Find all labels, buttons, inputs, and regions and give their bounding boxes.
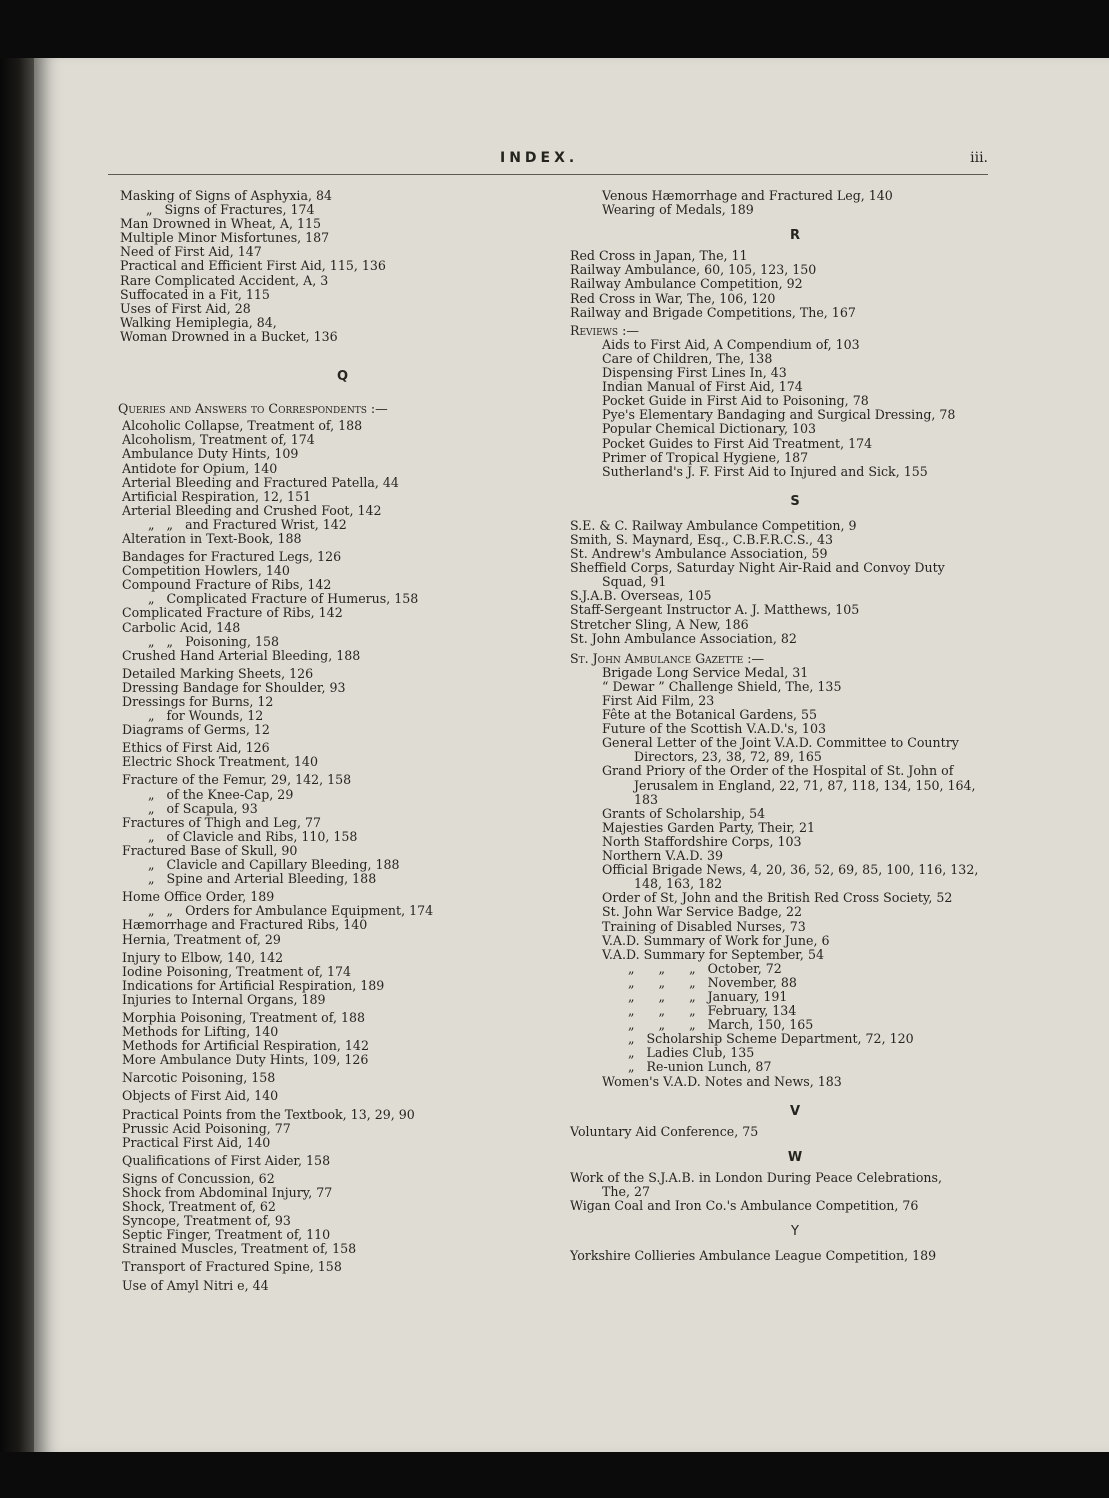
index-entry: Strained Muscles, Treatment of, 158 — [122, 1241, 357, 1257]
index-entry: Antidote for Opium, 140 — [122, 460, 278, 476]
reviews-list — [570, 338, 1020, 479]
index-entry: „ Ladies Club, 135 — [628, 1045, 755, 1061]
index-entry: Care of Children, The, 138 — [602, 350, 773, 366]
index-entry: Jerusalem in England, 22, 71, 87, 118, 134, 150, 164, — [634, 777, 976, 793]
index-entry: Order of St, John and the British Red Cross Society, 52 — [602, 890, 953, 906]
queries-heading: Queries and Answers to Correspondents :— — [118, 401, 388, 417]
index-entry: Dressings for Burns, 12 — [122, 694, 274, 709]
index-entry: Alcoholism, Treatment of, 174 — [122, 432, 315, 448]
index-entry: Home Office Order, 189 — [122, 889, 275, 905]
index-entry: St. John Ambulance Association, 82 — [570, 630, 797, 646]
index-entry: Practical First Aid, 140 — [122, 1134, 271, 1150]
index-entry: Crushed Hand Arterial Bleeding, 188 — [122, 647, 361, 663]
right-column — [570, 189, 1020, 1263]
index-entry: Qualifications of First Aider, 158 — [122, 1152, 331, 1168]
index-entry: Indian Manual of First Aid, 174 — [602, 379, 803, 395]
w-entries — [570, 1171, 1020, 1213]
page-title: INDEX. — [500, 150, 579, 166]
index-entry: V.A.D. Summary for September, 54 — [602, 946, 824, 962]
index-entry: Alcoholic Collapse, Treatment of, 188 — [122, 418, 363, 434]
index-entry: Fractured Base of Skull, 90 — [122, 842, 298, 858]
index-entry: Arterial Bleeding and Fractured Patella, 44 — [122, 474, 399, 490]
index-entry: „ Spine and Arterial Bleeding, 188 — [148, 871, 377, 887]
index-entry: Stretcher Sling, A New, 186 — [570, 616, 749, 632]
index-entry: „ of Clavicle and Ribs, 110, 158 — [148, 828, 358, 844]
index-entry: Primer of Tropical Hygiene, 187 — [602, 449, 809, 465]
index-entry: „ „ Poisoning, 158 — [148, 633, 280, 649]
index-entry: „ of Scapula, 93 — [148, 800, 258, 816]
gazette-list — [570, 666, 1020, 1089]
index-entry: Directors, 23, 38, 72, 89, 165 — [634, 749, 822, 765]
index-entry: Wearing of Medals, 189 — [602, 202, 754, 218]
gazette-heading: St. John Ambulance Gazette :— — [570, 650, 765, 666]
index-entry: Shock from Abdominal Injury, 77 — [122, 1185, 333, 1200]
index-entry: „ „ „ February, 134 — [628, 1003, 797, 1019]
index-entry: Fête at the Botanical Gardens, 55 — [602, 707, 818, 723]
index-entry: Masking of Signs of Asphyxia, 84 — [120, 188, 333, 203]
index-entry: Signs of Concussion, 62 — [122, 1170, 275, 1186]
index-entry: Complicated Fracture of Ribs, 142 — [122, 605, 343, 621]
page-header — [108, 150, 988, 168]
index-entry: „ Scholarship Scheme Department, 72, 120 — [628, 1031, 914, 1047]
y-entries — [570, 1249, 1020, 1263]
index-entry: First Aid Film, 23 — [602, 693, 715, 708]
section-letter-r: R — [789, 228, 800, 244]
index-entry: Dispensing First Lines In, 43 — [602, 365, 787, 381]
index-entry: „ Complicated Fracture of Humerus, 158 — [148, 591, 419, 607]
index-entry: Future of the Scottish V.A.D.'s, 103 — [602, 721, 826, 737]
r-entries — [570, 249, 1020, 319]
index-entry: Ethics of First Aid, 126 — [122, 740, 270, 756]
index-entry: Pye's Elementary Bandaging and Surgical Dressing, 78 — [602, 407, 956, 423]
index-entry: Hernia, Treatment of, 29 — [122, 931, 281, 947]
index-entry: Rare Complicated Accident, A, 3 — [120, 272, 329, 288]
index-entry: „ „ Orders for Ambulance Equipment, 174 — [148, 903, 434, 919]
index-entry: Diagrams of Germs, 12 — [122, 722, 270, 738]
index-entry: Grand Priory of the Order of the Hospital of St. John of — [602, 763, 954, 779]
index-entry: Narcotic Poisoning, 158 — [122, 1070, 276, 1086]
index-entry: Staff-Sergeant Instructor A. J. Matthews, 105 — [570, 602, 860, 618]
index-entry: Practical and Efficient First Aid, 115, 136 — [120, 258, 386, 274]
index-entry: Pocket Guides to First Aid Treatment, 174 — [602, 435, 873, 451]
index-entry: Yorkshire Collieries Ambulance League Competition, 189 — [570, 1248, 937, 1264]
continued-entries — [570, 189, 1020, 217]
index-entry: Ambulance Duty Hints, 109 — [122, 446, 299, 462]
index-entry: Septic Finger, Treatment of, 110 — [122, 1227, 331, 1243]
index-entry: „ Re-union Lunch, 87 — [628, 1059, 772, 1075]
index-entry: Woman Drowned in a Bucket, 136 — [120, 328, 338, 344]
index-entry: „ „ „ October, 72 — [628, 960, 782, 976]
index-entry: Arterial Bleeding and Crushed Foot, 142 — [122, 502, 382, 518]
index-entry: „ Clavicle and Capillary Bleeding, 188 — [148, 857, 400, 873]
index-entry: S.E. & C. Railway Ambulance Competition, 9 — [570, 517, 857, 533]
index-entry: Railway Ambulance, 60, 105, 123, 150 — [570, 262, 817, 278]
index-entry: Practical Points from the Textbook, 13, 29, 90 — [122, 1106, 415, 1122]
book-spine-shadow — [0, 58, 34, 1452]
index-entry: Methods for Artificial Respiration, 142 — [122, 1038, 369, 1054]
index-entry: More Ambulance Duty Hints, 109, 126 — [122, 1052, 369, 1068]
index-entry: Walking Hemiplegia, 84, — [120, 314, 277, 330]
index-entry: „ Signs of Fractures, 174 — [146, 202, 315, 218]
section-letter-s: S — [790, 493, 800, 509]
left-column — [120, 189, 565, 1293]
index-entry: Northern V.A.D. 39 — [602, 848, 724, 864]
index-entry: „ „ „ November, 88 — [628, 974, 797, 990]
index-entry: Suffocated in a Fit, 115 — [120, 286, 270, 302]
index-entry: Methods for Lifting, 140 — [122, 1024, 279, 1040]
index-entry: Dressing Bandage for Shoulder, 93 — [122, 679, 346, 695]
index-entry: Women's V.A.D. Notes and News, 183 — [602, 1073, 842, 1089]
section-letter-v: V — [789, 1103, 801, 1119]
index-entry: Iodine Poisoning, Treatment of, 174 — [122, 963, 351, 979]
index-group-m — [120, 189, 565, 344]
reviews-heading: Reviews :— — [570, 322, 639, 338]
index-entry: The, 27 — [602, 1184, 650, 1199]
index-entry: North Staffordshire Corps, 103 — [602, 833, 802, 849]
index-entry: Morphia Poisoning, Treatment of, 188 — [122, 1009, 365, 1025]
section-letter-y: Y — [791, 1224, 799, 1240]
index-entry: Popular Chemical Dictionary, 103 — [602, 421, 817, 437]
index-entry: „ of the Knee-Cap, 29 — [148, 786, 294, 802]
index-entry: Alteration in Text-Book, 188 — [122, 530, 302, 546]
index-entry: Majesties Garden Party, Their, 21 — [602, 819, 816, 835]
queries-list — [120, 419, 565, 1292]
s-entries — [570, 519, 1020, 646]
index-entry: Sheffield Corps, Saturday Night Air-Raid and Convoy Duty — [570, 560, 945, 576]
index-entry: „ „ and Fractured Wrist, 142 — [148, 516, 347, 532]
index-entry: Hæmorrhage and Fractured Ribs, 140 — [122, 917, 368, 933]
index-entry: Prussic Acid Poisoning, 77 — [122, 1120, 291, 1136]
index-entry: Need of First Aid, 147 — [120, 244, 262, 260]
index-entry: „ „ „ January, 191 — [628, 988, 788, 1004]
index-entry: Red Cross in War, The, 106, 120 — [570, 290, 776, 306]
index-entry: S.J.A.B. Overseas, 105 — [570, 588, 712, 604]
index-entry: Man Drowned in Wheat, A, 115 — [120, 216, 321, 232]
index-entry: Work of the S.J.A.B. in London During Peace Celebrations, — [570, 1169, 942, 1185]
index-entry: Syncope, Treatment of, 93 — [122, 1213, 291, 1229]
index-entry: Training of Disabled Nurses, 73 — [602, 918, 806, 934]
index-entry: Venous Hæmorrhage and Fractured Leg, 140 — [602, 188, 893, 203]
index-entry: „ for Wounds, 12 — [148, 708, 264, 724]
index-entry: „ „ „ March, 150, 165 — [628, 1017, 814, 1033]
index-entry: Grants of Scholarship, 54 — [602, 805, 766, 821]
index-entry: St. Andrew's Ambulance Association, 59 — [570, 546, 828, 562]
index-entry: Railway Ambulance Competition, 92 — [570, 276, 803, 292]
section-letter-w: W — [787, 1149, 803, 1165]
index-entry: Shock, Treatment of, 62 — [122, 1199, 276, 1215]
index-entry: General Letter of the Joint V.A.D. Committee to Country — [602, 735, 959, 751]
index-entry: Transport of Fractured Spine, 158 — [122, 1259, 342, 1275]
index-entry: Use of Amyl Nitri e, 44 — [122, 1277, 269, 1293]
index-entry: V.A.D. Summary of Work for June, 6 — [602, 932, 830, 948]
index-entry: “ Dewar ” Challenge Shield, The, 135 — [602, 678, 842, 694]
index-entry: Sutherland's J. F. First Aid to Injured and Sick, 155 — [602, 463, 928, 479]
index-entry: Multiple Minor Misfortunes, 187 — [120, 230, 330, 246]
index-entry: Fractures of Thigh and Leg, 77 — [122, 814, 321, 830]
page-number: iii. — [970, 150, 988, 166]
index-entry: Uses of First Aid, 28 — [120, 300, 251, 316]
index-entry: 183 — [634, 791, 659, 807]
index-entry: Railway and Brigade Competitions, The, 167 — [570, 304, 856, 320]
v-entries — [570, 1125, 1020, 1139]
index-entry: Voluntary Aid Conference, 75 — [570, 1123, 759, 1139]
index-entry: Official Brigade News, 4, 20, 36, 52, 69, 85, 100, 116, 132, — [602, 862, 979, 878]
index-entry: Wigan Coal and Iron Co.'s Ambulance Competition, 76 — [570, 1198, 919, 1214]
index-entry: Bandages for Fractured Legs, 126 — [122, 549, 342, 565]
header-rule — [108, 174, 988, 175]
index-entry: Squad, 91 — [602, 574, 667, 590]
index-entry: Competition Howlers, 140 — [122, 563, 290, 579]
index-entry: Objects of First Aid, 140 — [122, 1088, 279, 1104]
index-entry: Pocket Guide in First Aid to Poisoning, 78 — [602, 393, 869, 409]
index-entry: Injuries to Internal Organs, 189 — [122, 991, 326, 1007]
index-entry: Artificial Respiration, 12, 151 — [122, 488, 312, 504]
index-entry: Brigade Long Service Medal, 31 — [602, 664, 809, 680]
index-entry: 148, 163, 182 — [634, 876, 723, 892]
index-entry: Aids to First Aid, A Compendium of, 103 — [602, 336, 860, 352]
index-entry: Carbolic Acid, 148 — [122, 619, 241, 635]
index-entry: Red Cross in Japan, The, 11 — [570, 248, 748, 264]
index-entry: Injury to Elbow, 140, 142 — [122, 949, 284, 965]
section-letter-q: Q — [336, 369, 349, 385]
index-entry: Electric Shock Treatment, 140 — [122, 754, 318, 770]
index-entry: Compound Fracture of Ribs, 142 — [122, 577, 332, 593]
index-entry: Fracture of the Femur, 29, 142, 158 — [122, 772, 352, 788]
index-entry: Smith, S. Maynard, Esq., C.B.F.R.C.S., 43 — [570, 531, 834, 547]
index-entry: Detailed Marking Sheets, 126 — [122, 665, 314, 681]
index-entry: St. John War Service Badge, 22 — [602, 904, 803, 920]
index-entry: Indications for Artificial Respiration, 189 — [122, 977, 385, 993]
